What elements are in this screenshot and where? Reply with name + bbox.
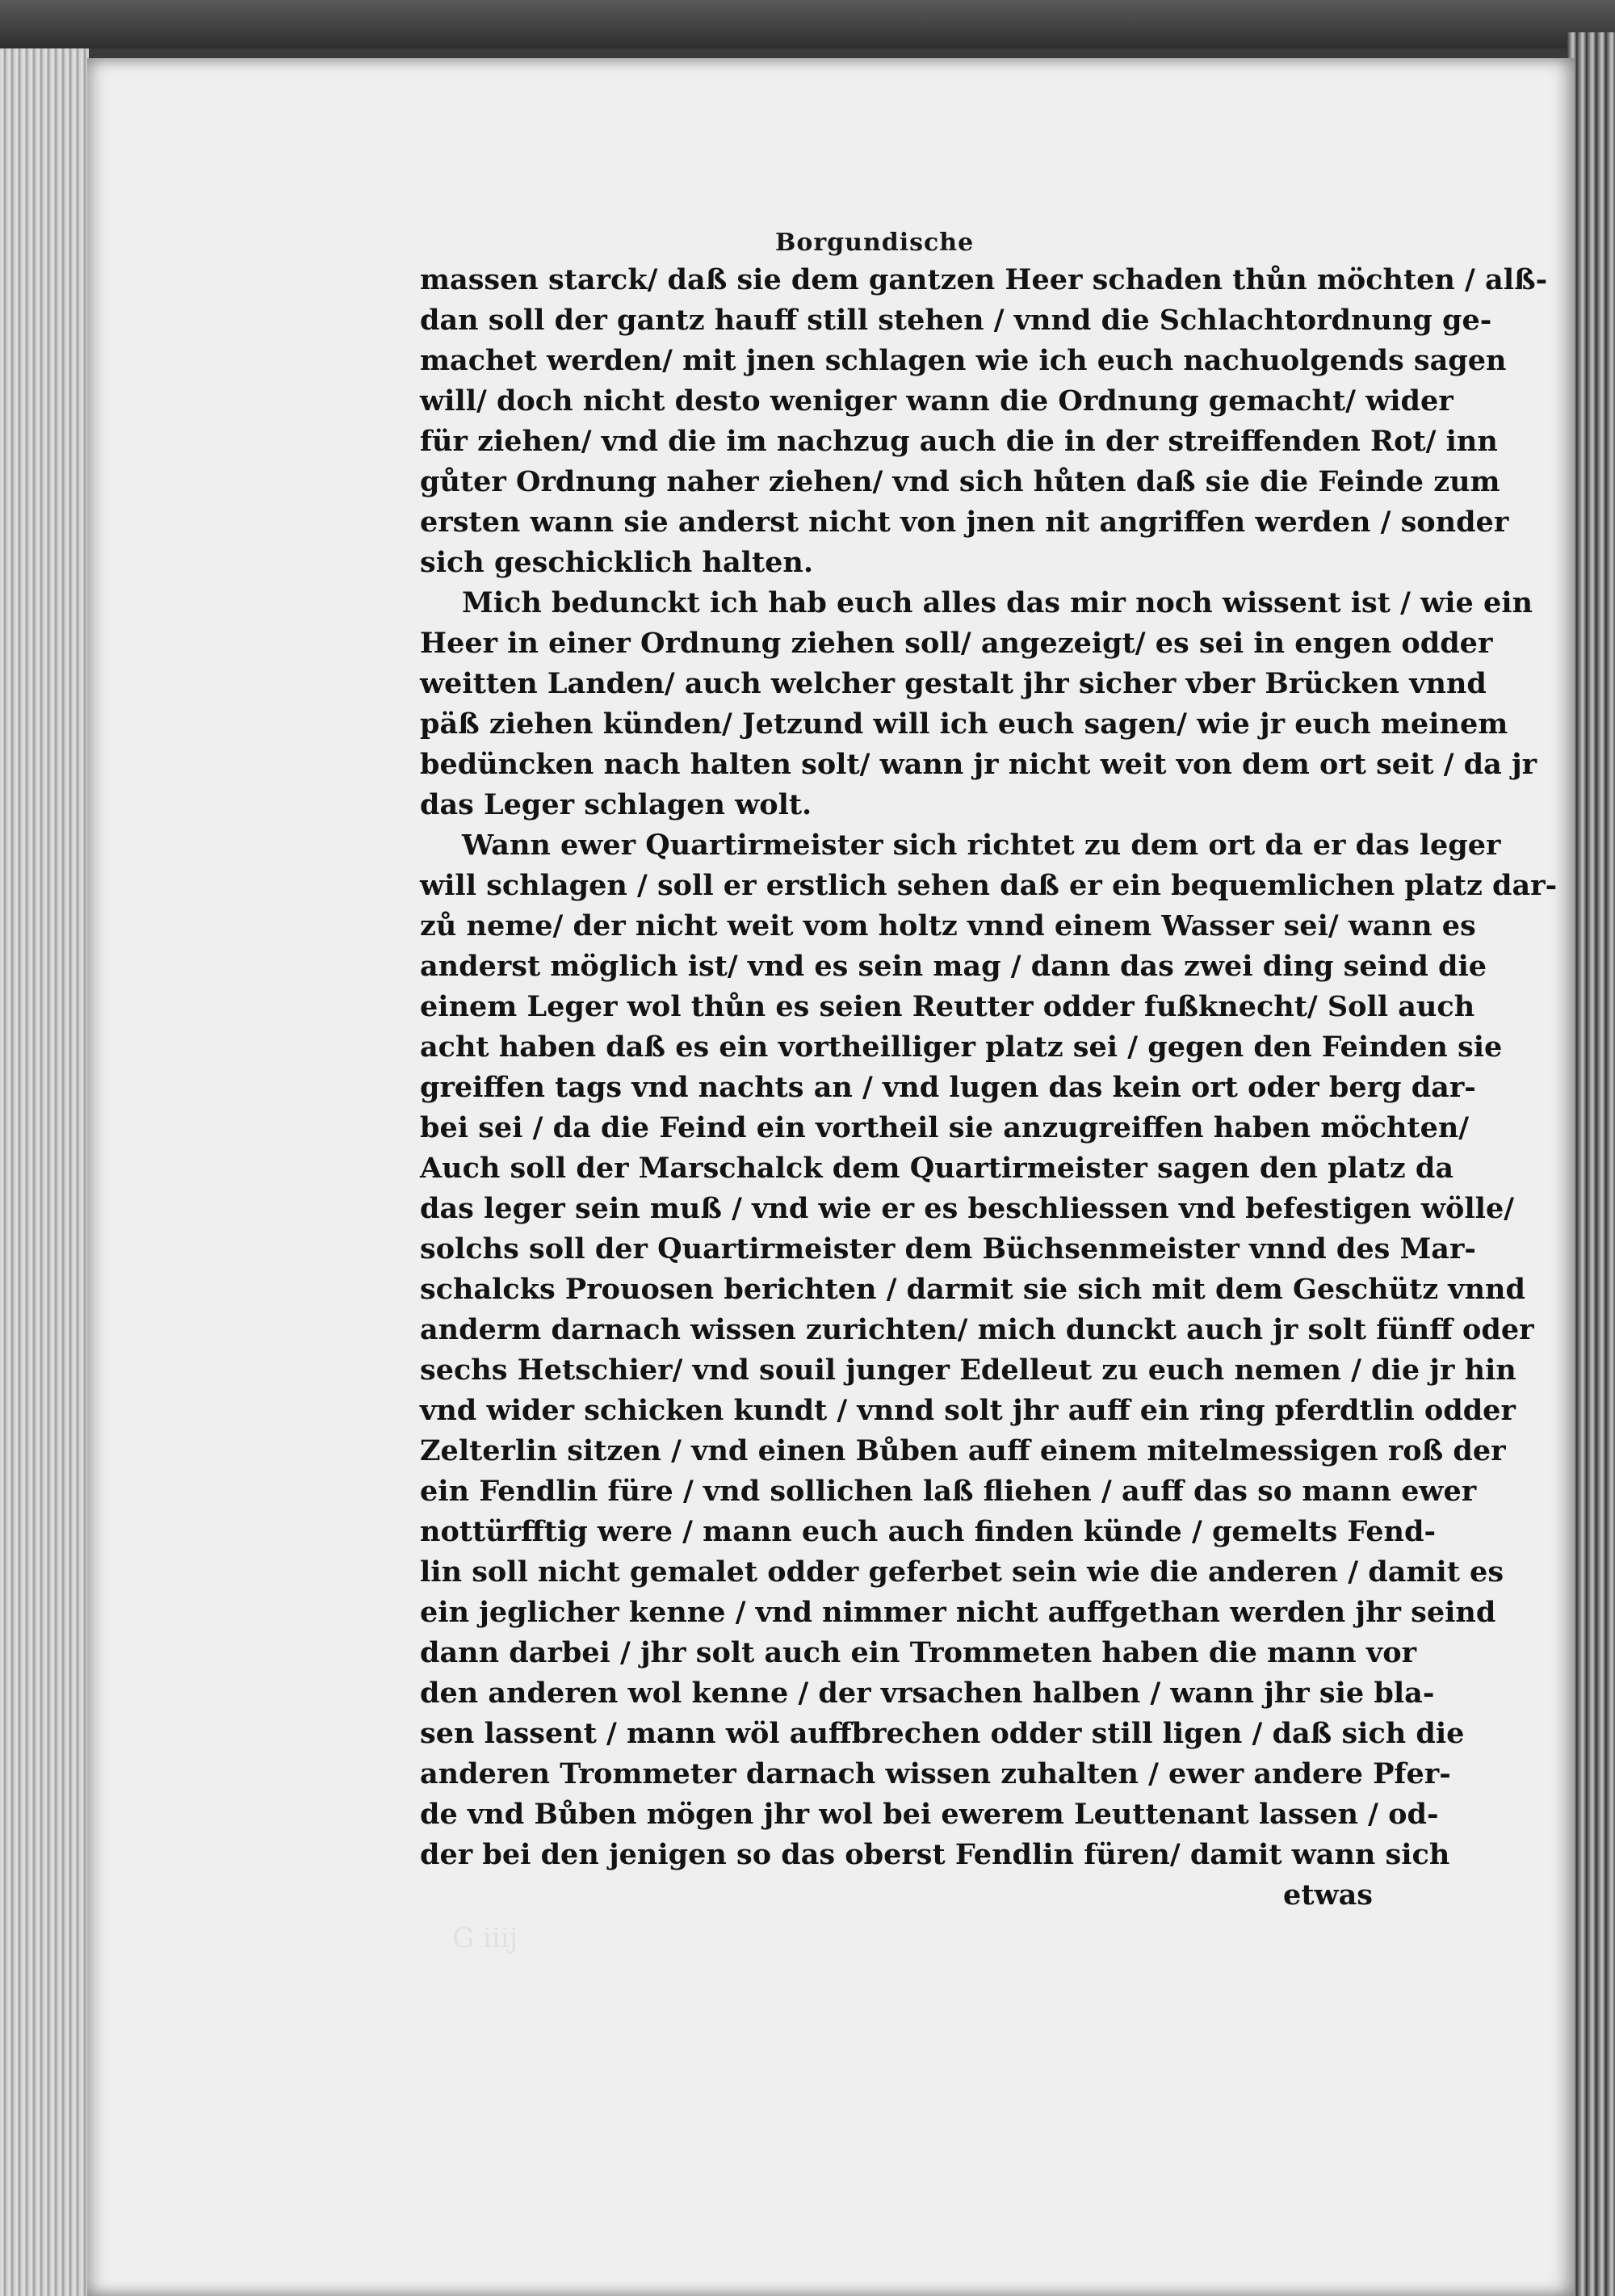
text-line: der bei den jenigen so das oberst Fendlin füren/ damit wann sich	[420, 1838, 1450, 1871]
text-line: bei sei / da die Feind ein vortheil sie anzugreiffen haben möchten/	[420, 1111, 1470, 1144]
text-line: ersten wann sie anderst nicht von jnen nit angriffen werden / sonder	[420, 506, 1509, 539]
text-line: dan soll der gantz hauff still stehen / vnnd die Schlachtordnung ge-	[420, 304, 1492, 337]
text-line: weitten Landen/ auch welcher gestalt jhr sicher vber Brücken vnnd	[420, 667, 1487, 700]
text-line: solchs soll der Quartirmeister dem Büchsenmeister vnnd des Mar-	[420, 1232, 1476, 1266]
text-line: machet werden/ mit jnen schlagen wie ich euch nachuolgends sagen	[420, 344, 1507, 377]
text-line: lin soll nicht gemalet odder geferbet sein wie die anderen / damit es	[420, 1555, 1504, 1589]
text-line: greiffen tags vnd nachts an / vnd lugen das kein ort oder berg dar-	[420, 1071, 1476, 1104]
show-through-signature: G iiij	[452, 1922, 518, 1954]
page-stack-left	[0, 48, 89, 2296]
text-line: das Leger schlagen wolt.	[420, 788, 812, 821]
text-line: zů neme/ der nicht weit vom holtz vnnd einem Wasser sei/ wann es	[420, 909, 1476, 942]
text-line: gůter Ordnung naher ziehen/ vnd sich hůten daß sie die Feinde zum	[420, 465, 1500, 498]
text-line: den anderen wol kenne / der vrsachen halben / wann jhr sie bla-	[420, 1677, 1435, 1710]
text-line: vnd wider schicken kundt / vnnd solt jhr auff ein ring pferdtlin odder	[420, 1394, 1516, 1427]
text-line: päß ziehen künden/ Jetzund will ich euch sagen/ wie jr euch meinem	[420, 707, 1508, 741]
running-header: Borgundische	[775, 229, 975, 257]
text-line: sechs Hetschier/ vnd souil junger Edelleut zu euch nemen / die jr hin	[420, 1354, 1516, 1387]
text-line: schalcks Prouosen berichten / darmit sie sich mit dem Geschütz vnnd	[420, 1273, 1525, 1306]
text-line: will schlagen / soll er erstlich sehen daß er ein bequemlichen platz dar-	[420, 869, 1558, 902]
text-line: Auch soll der Marschalck dem Quartirmeister sagen den platz da	[420, 1152, 1454, 1185]
text-line: nottürfftig were / mann euch auch finden künde / gemelts Fend-	[420, 1515, 1436, 1548]
text-line: massen starck/ daß sie dem gantzen Heer schaden thůn möchten / alß-	[420, 263, 1548, 296]
text-line: einem Leger wol thůn es seien Reutter odder fußknecht/ Soll auch	[420, 990, 1475, 1023]
paragraph-start: Wann ewer Quartirmeister sich richtet zu dem ort da er das leger	[462, 829, 1501, 862]
text-line: will/ doch nicht desto weniger wann die Ordnung gemacht/ wider	[420, 384, 1454, 418]
text-line: sen lassent / mann wöl auffbrechen odder still ligen / daß sich die	[420, 1717, 1465, 1750]
book-top-edge	[0, 0, 1615, 48]
text-line: ein jeglicher kenne / vnd nimmer nicht auffgethan werden jhr seind	[420, 1596, 1496, 1629]
text-line: anderst möglich ist/ vnd es sein mag / dann das zwei ding seind die	[420, 950, 1487, 983]
catchword: etwas	[1283, 1878, 1373, 1912]
text-line: dann darbei / jhr solt auch ein Trommeten haben die mann vor	[420, 1636, 1417, 1669]
text-line: das leger sein muß / vnd wie er es beschliessen vnd befestigen wölle/	[420, 1192, 1515, 1225]
text-line: anderm darnach wissen zurichten/ mich dunckt auch jr solt fünff oder	[420, 1313, 1534, 1346]
text-line: ein Fendlin füre / vnd sollichen laß fliehen / auff das so mann ewer	[420, 1475, 1477, 1508]
text-line: sich geschicklich halten.	[420, 546, 814, 579]
text-line: Heer in einer Ordnung ziehen soll/ angezeigt/ es sei in engen odder	[420, 627, 1493, 660]
paragraph-start: Mich bedunckt ich hab euch alles das mir noch wissent ist / wie ein	[462, 586, 1533, 619]
text-line: anderen Trommeter darnach wissen zuhalten / ewer andere Pfer-	[420, 1757, 1451, 1790]
body-text	[420, 260, 1558, 1916]
text-line: Zelterlin sitzen / vnd einen Bůben auff einem mitelmessigen roß der	[420, 1434, 1506, 1467]
text-line: de vnd Bůben mögen jhr wol bei ewerem Leuttenant lassen / od-	[420, 1798, 1439, 1831]
text-line: acht haben daß es ein vortheilliger platz sei / gegen den Feinden sie	[420, 1030, 1503, 1064]
text-line: bedüncken nach halten solt/ wann jr nicht weit von dem ort seit / da jr	[420, 748, 1537, 781]
text-line: für ziehen/ vnd die im nachzug auch die in der streiffenden Rot/ inn	[420, 425, 1498, 458]
